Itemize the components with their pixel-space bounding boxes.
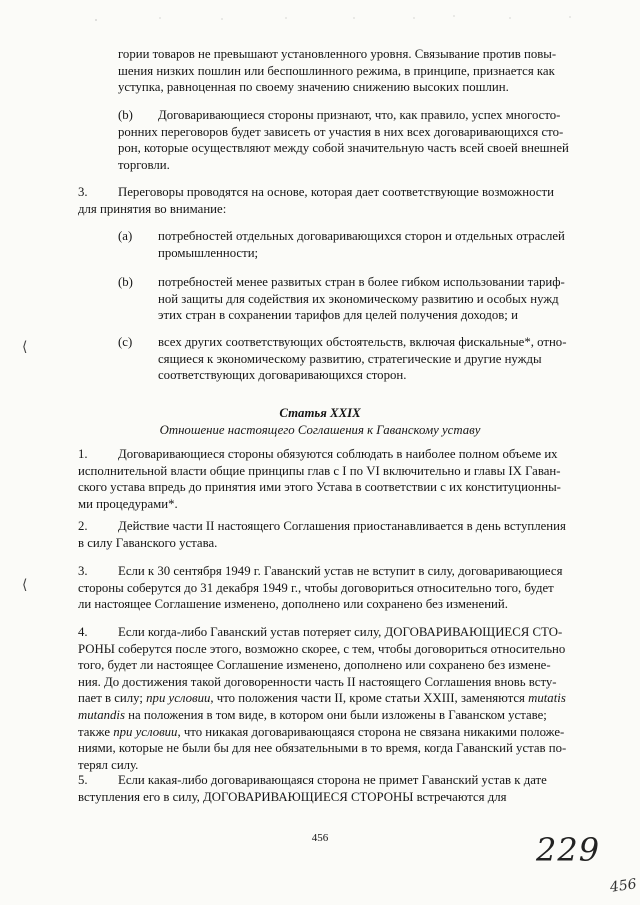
article-paragraph-4: 4. Если когда-либо Гаванский устав потеряет силу, ДОГОВАРИВАЮЩИЕСЯ СТО- РОНЫ соберутся после этого, возможно скорее, с тем, чтобы договориться относительно того, будет ли настоящее Соглашение изменено, дополнено или сохранено без измене- ния. До достижения такой договоренности часть II настоящего Соглашения вновь всту- пает в силу; при условии, что положения части II, кроме статьи XXIII, заменяются mutatis mutandis на положения в том виде, в котором они были изложены в Гаванском уставе; также при условии, что никакая договаривающаяся сторона не связана никакими положе- ниями, которые не были бы для нее обязательными в то время, когда Гаванский устав по- терял силу. (78, 625, 567, 772)
paragraph-number: 2. (78, 519, 88, 533)
page-number: 456 (311, 832, 329, 844)
paragraph-number: 3. (78, 185, 88, 199)
article-paragraph-5: 5. Если какая-либо договаривающаяся сторона не примет Гаванский устав к дате вступления его в силу, ДОГОВАРИВАЮЩИЕСЯ СТОРОНЫ встречаются для (78, 773, 547, 804)
handwritten-number: 229 (536, 831, 601, 869)
article-paragraph-1: 1. Договаривающиеся стороны обязуются соблюдать в наиболее полном объеме их исполнительной власти общие принципы глав с I по VI включительно и главы IX Гаван- ского устава впредь до принятия ими этого Устава в соответствии с их конституционны- ми процедурами*. (78, 447, 561, 511)
paragraph-number: 5. (78, 773, 88, 787)
paragraph-b: (b) Договаривающиеся стороны признают, что, как правило, успех многосто- ронних переговоров будет зависеть от участия в них всех договаривающихся сто- рон, которые осуществляют между собой значительную часть всей своей внешней торговли. (118, 108, 569, 172)
margin-mark: ⟨ (22, 340, 28, 355)
article-paragraph-2: 2. Действие части II настоящего Соглашения приостанавливается в день вступления в силу Гаванского устава. (78, 519, 566, 550)
intro-paragraph: гории товаров не превышают установленного уровня. Связывание против повы- шения низких пошлин или беспошлинного режима, в принципе, признается как уступка, равноценная по своему значению снижению высоких пошлин. (118, 47, 557, 95)
paragraph-label: (b) (118, 108, 133, 122)
paragraph-number: 3. (78, 564, 88, 578)
corner-page-number: 456 (608, 876, 638, 896)
article-title: Статья XXIX (279, 406, 361, 420)
list-item-label: (с) (118, 335, 133, 349)
paragraph-3: 3. Переговоры проводятся на основе, которая дает соответствующие возможности для принятия во внимание: (78, 185, 554, 216)
margin-mark: ⟨ (22, 578, 28, 593)
article-paragraph-3: 3. Если к 30 сентября 1949 г. Гаванский устав не вступит в силу, договаривающиеся стороны соберутся до 31 декабря 1949 г., чтобы договориться относительно того, будет ли настоящее Соглашение изменено, дополнено или сохранено без изменений. (78, 564, 563, 612)
document-page: гории товаров не превышают установленного уровня. Связывание против повы- шения низких пошлин или беспошлинного режима, в принципе, признается как уступка, равноценная по своему значению снижению высоких пошлин. (b) Договаривающиеся стороны признают, что, как правило, успех многосто- ронних переговоров будет зависеть от участия в них всех договаривающихся сто- рон, которые осуществляют между собой значительную часть всей своей внешней торговли. 3. Переговоры проводятся на основе, которая дает соответствующие возможности для принятия во внимание: (а) потребностей отдельных договаривающихся сторон и отдельных отраслей промышленности; (b) потребностей менее развитых стран в более гибком использовании тариф- ной защиты для содействия их экономическому развитию и особых нужд этих стран в сохранении тарифов для целей получения доходов; и (с) всех других соответствующих обстоятельств, включая фискальные*, отно- сящиеся к экономическому развитию, стратегические и другие нужды соответствующих договаривающихся сторон. ⟨ Статья XXIX Отношение настоящего Соглашения к Гаванскому уставу 1. Договаривающиеся стороны обязуются соблюдать в наиболее полном объеме их исполнительной власти общие принципы глав с I по VI включительно и главы IX Гаван- ского устава впредь до принятия ими этого Устава в соответствии с их конституционны- ми процедурами*. 2. Действие части II настоящего Соглашения приостанавливается в день вступления в силу Гаванского устава. 3. Если к 30 сентября 1949 г. Гаванский устав не вступит в силу, договаривающиеся стороны соберутся до 31 декабря 1949 г., чтобы договориться относительно того, будет ли настоящее Соглашение изменено, дополнено или сохранено без изменений. ⟨ 4. Если когда-либо Гаванский устав потеряет силу, ДОГОВАРИВАЮЩИЕСЯ СТО- РОНЫ соберутся после этого, возможно скорее, с тем, чтобы договориться относительно того, будет ли настоящее Соглашение изменено, дополнено или сохранено без измене- ния. До достижения такой договоренности часть II настоящего Соглашения вновь всту- пает в силу; при условии, что положения части II, кроме статьи XXIII, заменяются mutatis mutandis на положения в том виде, в котором они были изложены в Гаванском уставе; также при условии, что никакая договаривающаяся сторона не связана никакими положе- ниями, которые не были бы для нее обязательными в то время, когда Гаванский устав по- терял силу. 5. Если какая-либо договаривающаяся сторона не примет Гаванский устав к дате вступления его в силу, ДОГОВАРИВАЮЩИЕСЯ СТОРОНЫ встречаются для 456 229 456 (0, 0, 640, 905)
list-item-label: (b) (118, 275, 133, 289)
list-item-label: (а) (118, 229, 133, 243)
article-subtitle: Отношение настоящего Соглашения к Гаванскому уставу (159, 423, 481, 437)
paragraph-number: 1. (78, 447, 88, 461)
paragraph-number: 4. (78, 625, 88, 639)
